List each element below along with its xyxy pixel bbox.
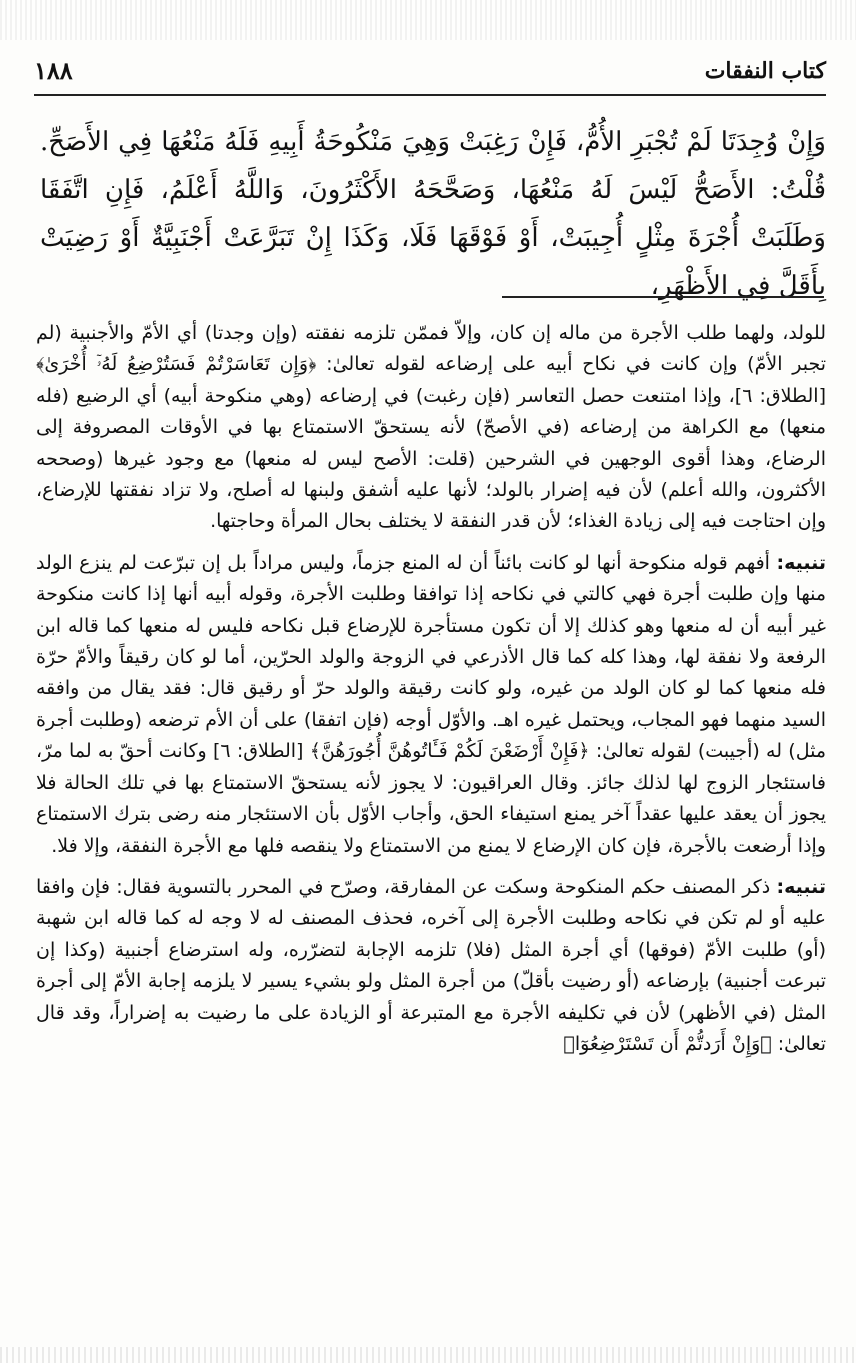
commentary-paragraph-2 xyxy=(36,548,826,862)
note-label: تنبيه: xyxy=(776,551,826,574)
chapter-title: كتاب النفقات xyxy=(704,58,826,84)
commentary xyxy=(36,318,826,1338)
note-text: أفهم قوله منكوحة أنها لو كانت بائناً أن له المنع جزماً، وليس مراداً بل إن تبرّعت لم ينزع الولد منها وإن طلبت أجرة فهي كالتي في نكاحه إذا توافقا وطلبت الأجرة، وقوله أبيه أنها إذا كانت منكوحة غير أبيه أن له منعها وهو كذلك إلا أن تكون مستأجرة للإرضاع قبل نكاحه فليس له منعها كما قاله ابن الرفعة ولا نفقة لها، وهذا كله كما قال الأذرعي في الزوجة والولد الحرّين، أما لو كان رقيقاً والأمّ حرّة فله منعها كما لو كان الولد من غيره، ولو كانت رقيقة والولد حرّ أو رقيق قال: فقد يقال من وافقه السيد منهما فهو المجاب، ويحتمل غيره اهـ. والأوّل أوجه (فإن اتفقا) على أن الأم ترضعه (وطلبت أجرة مثل) له (أجيبت) لقوله تعالىٰ: ﴿فَإِنْ أَرْضَعْنَ لَكُمْ فَـَٔاتُوهُنَّ أُجُورَهُنَّ﴾ [الطلاق: ٦] وكانت أحقّ به لما مرّ، فاستئجار الزوج لها لذلك جائز. وقال العراقيون: لا يجوز لأنه يستحقّ الاستمتاع بها في تلك الحالة فلا يجوز أن يعقد عليها عقداً آخر يمنع استيفاء الحق، وأجاب الأوّل بأن الاستئجار منه رضى بترك الاستمتاع وإذا أرضعت بالأجرة، فإن كان الإرضاع لا يمنع من الاستمتاع ولا ينقصه فلها مع الأجرة النفقة، وإلا فلا. xyxy=(36,551,826,857)
page-number: ١٨٨ xyxy=(34,56,73,85)
commentary-paragraph-3 xyxy=(36,872,826,1060)
note-label: تنبيه: xyxy=(776,875,826,898)
footnote-separator xyxy=(502,296,824,298)
note-text: ذكر المصنف حكم المنكوحة وسكت عن المفارقة، وصرّح في المحرر بالتسوية فقال: فإن وافقا عليه أو لم تكن في نكاحه وطلبت الأجرة إلى آخره، فحذف المصنف له لا وجه له كما قاله ابن شهبة (أو) طلبت الأمّ (فوقها) أي أجرة المثل (فلا) تلزمه الإجابة لتضرّره، وله استرضاع أجنبية (وكذا إن تبرعت أجنبية) بإرضاعه (أو رضيت بأقلّ) من أجرة المثل ولو بشيء يسير لا يلزمه إجابة الأمّ إلى أجرة المثل (في الأظهر) لأن في تكليفه الأجرة مع المتبرعة أو الزيادة على ما رضيت به إضراراً، وقد قال تعالىٰ: ﴿وَإِنْ أَرَدتُّمْ أَن تَسْتَرْضِعُوٓا۟ xyxy=(36,875,826,1055)
scan-noise-bottom xyxy=(0,1347,856,1363)
page-header xyxy=(34,52,826,96)
commentary-paragraph-1: للولد، ولهما طلب الأجرة من ماله إن كان، وإلاّ فممّن تلزمه نفقته (وإن وجدتا) أي الأمّ والأجنبية (لم تجبر الأمّ) وإن كانت في نكاح أبيه على إرضاعه لقوله تعالىٰ: ﴿وَإِن تَعَاسَرْتُمْ فَسَتُرْضِعُ لَهُۥٓ أُخْرَىٰ﴾ [الطلاق: ٦]، وإذا امتنعت حصل التعاسر (فإن رغبت) في إرضاعه (وهي منكوحة أبيه) أي الرضيع (فله منعها) مع الكراهة من إرضاعه (في الأصحّ) لأنه يستحقّ الاستمتاع بها في الأوقات المصروفة إلى الرضاع، وهذا أقوى الوجهين في الشرحين (قلت: الأصح ليس له منعها) مع وجود غيرها (وصححه الأكثرون، والله أعلم) لأن فيه إضرار بالولد؛ لأنها عليه أشفق ولبنها له أصلح، ولا تزاد نفقتها للإرضاع، وإن احتاجت فيه إلى زيادة الغذاء؛ لأن قدر النفقة لا يختلف بحال المرأة وحاجتها. xyxy=(36,322,826,533)
scan-noise-top xyxy=(0,0,856,40)
main-text: وَإِنْ وُجِدَتَا لَمْ تُجْبَرِ الأُمُّ، فَإِنْ رَغِبَتْ وَهِيَ مَنْكُوحَةُ أَبِيهِ فَلَهُ مَنْعُهَا فِي الأَصَحِّ. قُلْتُ: الأَصَحُّ لَيْسَ لَهُ مَنْعُهَا، وَصَحَّحَهُ الأَكْثَرُونَ، وَاللَّهُ أَعْلَمُ، فَإِنِ اتَّفَقَا وَطَلَبَتْ أُجْرَةَ مِثْلٍ أُجِيبَتْ، أَوْ فَوْقَهَا فَلَا، وَكَذَا إِنْ تَبَرَّعَتْ أَجْنَبِيَّةٌ أَوْ رَضِيَتْ بِأَقَلَّ فِي الأَظْهَرِ، xyxy=(40,127,826,301)
